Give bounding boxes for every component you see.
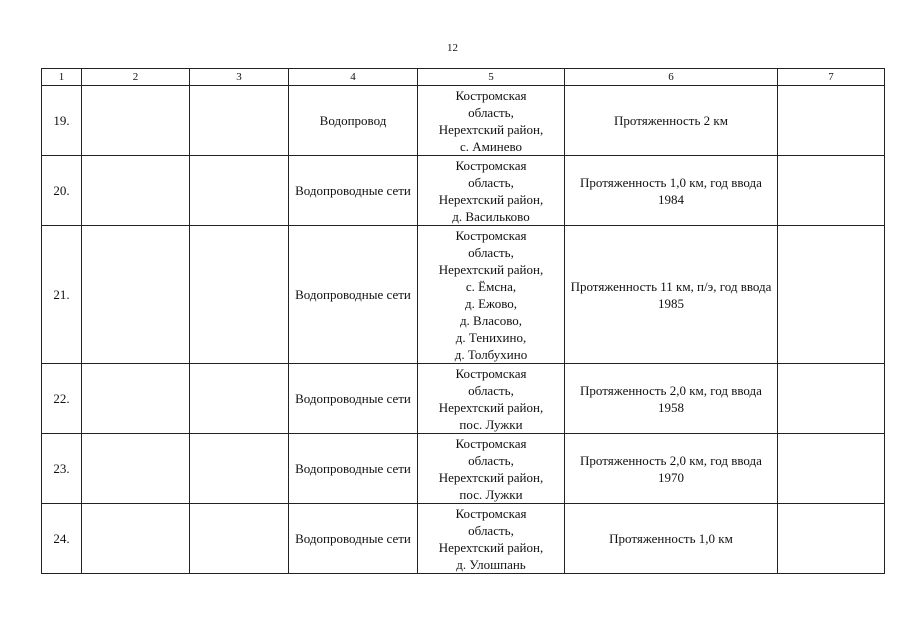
location-line: Костромская [455, 435, 527, 451]
column-header-3: 3 [190, 69, 289, 86]
cell-col2 [82, 226, 190, 364]
location-line: Нерехтский район, [438, 121, 544, 137]
cell-col2 [82, 156, 190, 226]
column-header-7: 7 [778, 69, 885, 86]
column-header-6: 6 [565, 69, 778, 86]
object-location [418, 504, 565, 574]
location-line: Нерехтский район, [438, 539, 544, 555]
column-header-2: 2 [82, 69, 190, 86]
location-line: область, [468, 104, 514, 120]
table-row [42, 86, 885, 156]
object-characteristics: Протяженность 2 км [565, 86, 778, 156]
location-line: с. Ёмсна, [465, 278, 517, 294]
object-name: Водопроводные сети [289, 434, 418, 504]
row-number: 23. [42, 434, 82, 504]
location-line: область, [468, 452, 514, 468]
cell-col2 [82, 434, 190, 504]
object-characteristics: Протяженность 1,0 км [565, 504, 778, 574]
cell-col7 [778, 364, 885, 434]
cell-col3 [190, 504, 289, 574]
object-location [418, 434, 565, 504]
location-line: Нерехтский район, [438, 191, 544, 207]
object-characteristics: Протяженность 2,0 км, год ввода 1958 [565, 364, 778, 434]
location-line: Костромская [455, 227, 527, 243]
location-line: с. Аминево [459, 138, 523, 154]
cell-col3 [190, 364, 289, 434]
object-location [418, 156, 565, 226]
column-header-4: 4 [289, 69, 418, 86]
row-number: 19. [42, 86, 82, 156]
row-number: 21. [42, 226, 82, 364]
object-location [418, 86, 565, 156]
location-line: Нерехтский район, [438, 261, 544, 277]
object-name: Водопроводные сети [289, 364, 418, 434]
object-characteristics: Протяженность 11 км, п/э, год ввода 1985 [565, 226, 778, 364]
location-line: Костромская [455, 157, 527, 173]
cell-col2 [82, 86, 190, 156]
object-name: Водопроводные сети [289, 156, 418, 226]
table-row [42, 156, 885, 226]
row-number: 24. [42, 504, 82, 574]
cell-col3 [190, 226, 289, 364]
location-line: д. Власово, [459, 312, 523, 328]
column-header-1: 1 [42, 69, 82, 86]
object-name: Водопровод [289, 86, 418, 156]
object-characteristics: Протяженность 2,0 км, год ввода 1970 [565, 434, 778, 504]
cell-col7 [778, 226, 885, 364]
location-line: область, [468, 174, 514, 190]
cell-col3 [190, 156, 289, 226]
location-line: пос. Лужки [459, 416, 523, 432]
table-row [42, 504, 885, 574]
page-number: 12 [447, 42, 458, 54]
object-characteristics: Протяженность 1,0 км, год ввода 1984 [565, 156, 778, 226]
cell-col7 [778, 434, 885, 504]
header-row [42, 69, 885, 86]
table-row [42, 364, 885, 434]
location-line: д. Улошпань [456, 556, 526, 572]
cell-col3 [190, 434, 289, 504]
object-name: Водопроводные сети [289, 504, 418, 574]
location-line: область, [468, 382, 514, 398]
cell-col2 [82, 364, 190, 434]
location-line: Нерехтский район, [438, 399, 544, 415]
location-line: область, [468, 522, 514, 538]
location-line: Костромская [455, 505, 527, 521]
location-line: пос. Лужки [459, 486, 523, 502]
location-line: область, [468, 244, 514, 260]
registry-table [41, 68, 885, 574]
cell-col7 [778, 156, 885, 226]
column-header-5: 5 [418, 69, 565, 86]
row-number: 22. [42, 364, 82, 434]
row-number: 20. [42, 156, 82, 226]
location-line: д. Тенихино, [455, 329, 527, 345]
location-line: д. Ежово, [464, 295, 517, 311]
table-row [42, 434, 885, 504]
location-line: д. Васильково [452, 208, 530, 224]
location-line: д. Толбухино [454, 346, 528, 362]
object-name: Водопроводные сети [289, 226, 418, 364]
cell-col7 [778, 86, 885, 156]
cell-col3 [190, 86, 289, 156]
table-row [42, 226, 885, 364]
cell-col7 [778, 504, 885, 574]
location-line: Костромская [455, 87, 527, 103]
location-line: Костромская [455, 365, 527, 381]
location-line: Нерехтский район, [438, 469, 544, 485]
cell-col2 [82, 504, 190, 574]
object-location [418, 226, 565, 364]
object-location [418, 364, 565, 434]
